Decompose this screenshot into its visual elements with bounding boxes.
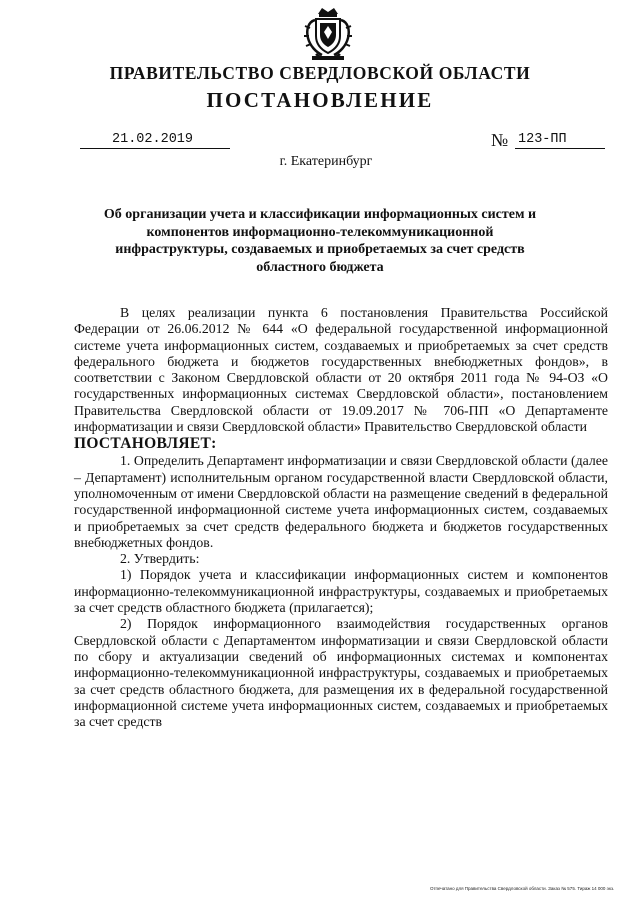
city: г. Екатеринбург [279, 154, 373, 169]
paragraph-2-1: 1) Порядок учета и классификации информационных систем и компонентов информационно-телекоммуникационной инфраструктуры, создаваемых и приобретаемых за счет средств областного бюджета (прилагается); [74, 567, 608, 616]
print-footer: Отпечатано для Правительства Свердловской области. Заказ № 575. Тираж 14 000 экз. [430, 886, 615, 891]
preamble-paragraph: В целях реализации пункта 6 постановления Правительства Российской Федерации от 26.06.2012 № 644 «О федеральной государственной информационной системе учета информационных систем, создаваемых и приобретаемых за счет средств федерального бюджета и бюджетов государственных внебюджетных фондов», в соответствии с Законом Свердловской области от 20 октября 2011 года № 94-ОЗ «О государственных информационных системах Свердловской области», постановлением Правительства Свердловской области от 19.09.2017 № 706-ПП «О Департаменте информатизации и связи Свердловской области» Правительство Свердловской области [74, 305, 608, 435]
document-number: 123-ПП [515, 131, 605, 149]
decree-heading: ПОСТАНОВЛЯЕТ: [74, 435, 217, 453]
document-body [74, 305, 608, 730]
document-subject: Об организации учета и классификации информационных систем и компонентов информационно-телекоммуникационной инфраструктуры, создаваемых и приобретаемых за счет средств областного бюджета [103, 207, 537, 275]
paragraph-1: 1. Определить Департамент информатизации и связи Свердловской области (далее – Департамент) исполнительным органом государственной власти Свердловской области, уполномоченным от имени Свердловской области на размещение сведений в федеральной государственной информационной системе учета информационных систем, создаваемых и приобретаемых за счет средств федерального бюджета и бюджетов государственных внебюджетных фондов. [74, 453, 608, 550]
number-label: № [491, 130, 509, 150]
government-title: ПРАВИТЕЛЬСТВО СВЕРДЛОВСКОЙ ОБЛАСТИ [109, 63, 531, 83]
paragraph-2: 2. Утвердить: [120, 551, 200, 567]
coat-of-arms-icon [302, 6, 354, 62]
document-type: ПОСТАНОВЛЕНИЕ [206, 88, 434, 112]
document-date: 21.02.2019 [80, 131, 230, 149]
paragraph-2-2: 2) Порядок информационного взаимодействия государственных органов Свердловской области с Департаментом информатизации и связи Свердловской области по сбору и актуализации сведений об информационных системах и компонентах информационно-телекоммуникационной инфраструктуры, создаваемых и приобретаемых за счет средств областного бюджета, для размещения их в федеральной государственной информационной системе учета информационных систем, создаваемых и приобретаемых за счет средств [74, 616, 608, 730]
